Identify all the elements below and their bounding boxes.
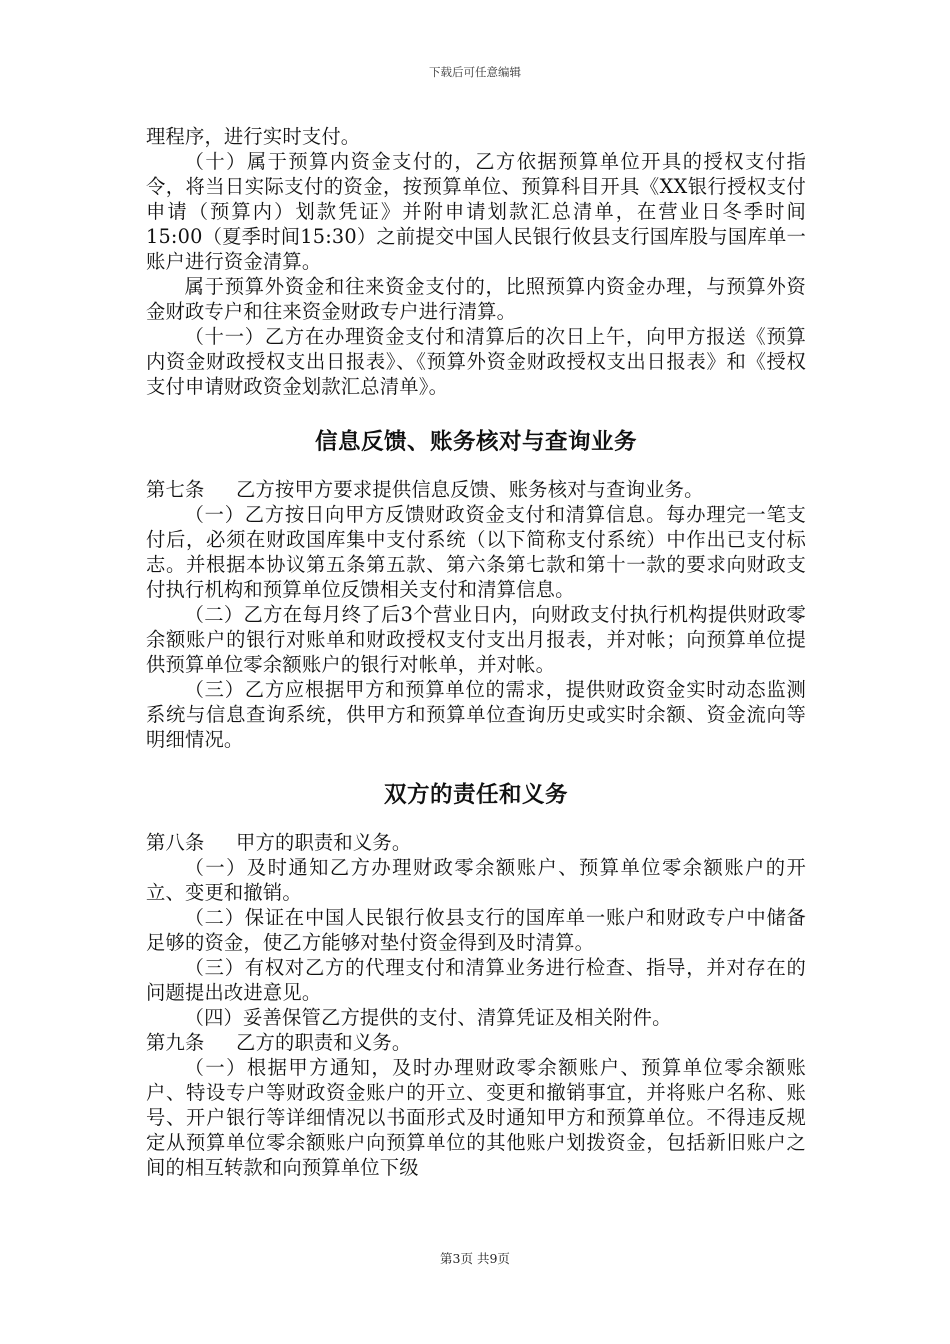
paragraph: 理程序，进行实时支付。: [146, 125, 361, 148]
article-number: 第八条: [146, 831, 205, 854]
article-text: 甲方的职责和义务。: [236, 831, 412, 854]
paragraph: （四）妥善保管乙方提供的支付、清算凭证及相关附件。: [184, 1006, 672, 1029]
section-title: 信息反馈、账务核对与查询业务: [314, 429, 637, 455]
paragraph: （三）有权对乙方的代理支付和清算业务进行检查、指导，并对存在的问题提出改进意见。: [146, 956, 806, 1004]
article-paragraph: [146, 830, 806, 855]
paragraph: （二）乙方在每月终了后3个营业日内，向财政支付执行机构提供财政零余额账户的银行对账单和财政授权支付支出月报表，并对帐；向预算单位提供预算单位零余额账户的银行对帐单，并对帐。: [146, 603, 806, 676]
article-number: 第九条: [146, 1031, 205, 1054]
page-header: 下载后可任意编辑: [429, 65, 521, 79]
paragraph: （十一）乙方在办理资金支付和清算后的次日上午，向甲方报送《预算内资金财政授权支出日报表》、《预算外资金财政授权支出日报表》和《授权支付申请财政资金划款汇总清单》。: [146, 325, 806, 398]
paragraph: （三）乙方应根据甲方和预算单位的需求，提供财政资金实时动态监测系统与信息查询系统，供甲方和预算单位查询历史或实时余额、资金流向等明细情况。: [146, 678, 806, 751]
page-footer: 第3页 共9页: [440, 1251, 510, 1266]
paragraph: 属于预算外资金和往来资金支付的，比照预算内资金办理，与预算外资金财政专户和往来资金财政专户进行清算。: [146, 275, 806, 323]
article-paragraph: [146, 1030, 806, 1055]
paragraph: （一）根据甲方通知，及时办理财政零余额账户、预算单位零余额账户、特设专户等财政资金账户的开立、变更和撤销事宜，并将账户名称、账号、开户银行等详细情况以书面形式及时通知甲方和预算单位。不得违反规定从预算单位零余额账户向预算单位的其他账户划拨资金，包括新旧账户之间的相互转款和向预算单位下级: [146, 1056, 806, 1179]
paragraph: （二）保证在中国人民银行攸县支行的国库单一账户和财政专户中储备足够的资金，使乙方能够对垫付资金得到及时清算。: [146, 906, 806, 954]
article-text: 乙方的职责和义务。: [236, 1031, 412, 1054]
article-text: 乙方按甲方要求提供信息反馈、账务核对与查询业务。: [236, 478, 704, 501]
article-number: 第七条: [146, 478, 205, 501]
document-body: [146, 124, 806, 1180]
paragraph: （一）及时通知乙方办理财政零余额账户、预算单位零余额账户的开立、变更和撤销。: [146, 856, 806, 904]
paragraph: （一）乙方按日向甲方反馈财政资金支付和清算信息。每办理完一笔支付后，必须在财政国库集中支付系统（以下简称支付系统）中作出已支付标志。并根据本协议第五条第五款、第六条第七款和第十一款的要求向财政支付执行机构和预算单位反馈相关支付和清算信息。: [146, 503, 806, 601]
section-title: 双方的责任和义务: [383, 782, 568, 808]
article-paragraph: [146, 477, 806, 502]
paragraph: （十）属于预算内资金支付的，乙方依据预算单位开具的授权支付指令，将当日实际支付的资金，按预算单位、预算科目开具《XX银行授权支付申请（预算内）划款凭证》并附申请划款汇总清单，在营业日冬季时间15:00（夏季时间15:30）之前提交中国人民银行攸县支行国库股与国库单一账户进行资金清算。: [146, 150, 806, 273]
